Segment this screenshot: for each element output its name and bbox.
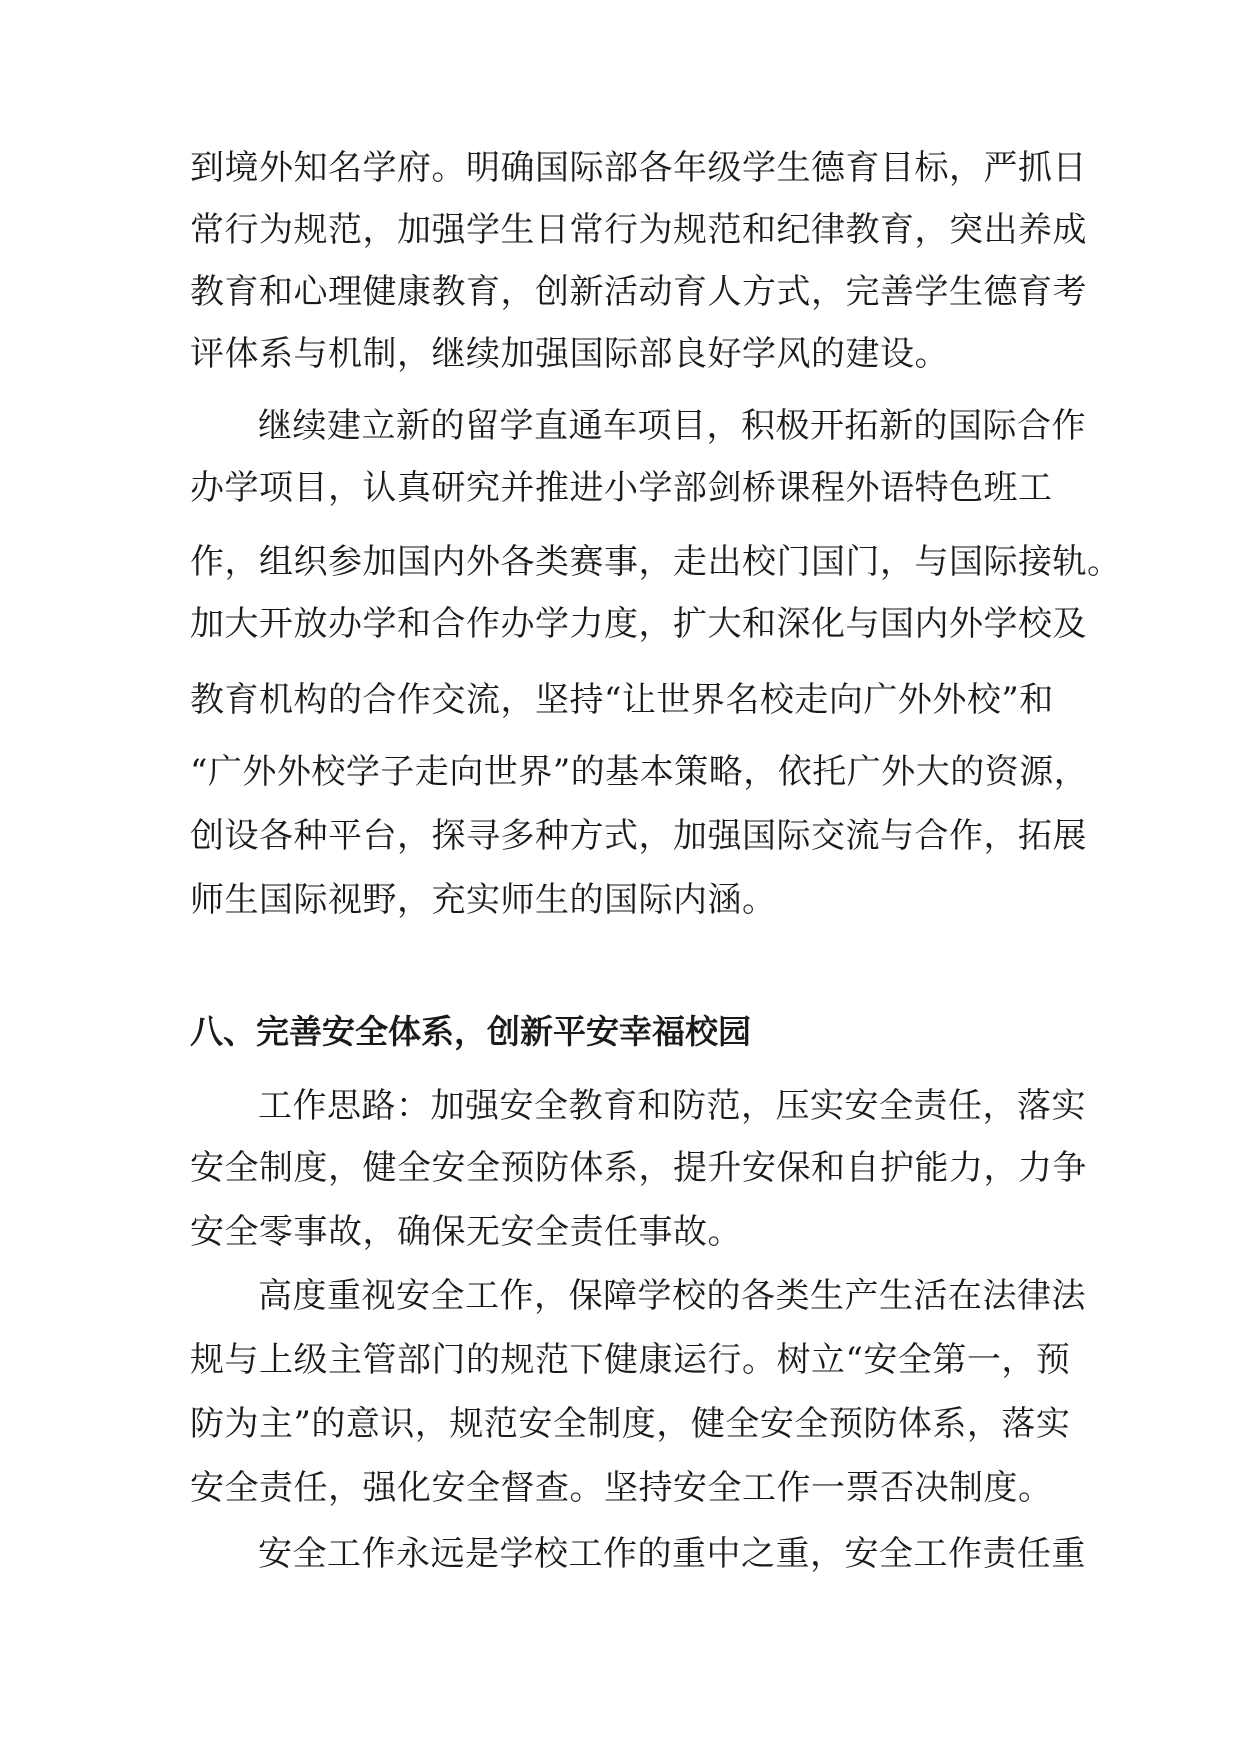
paragraph-3-line-2: 安全制度，健全安全预防体系，提升安保和自护能力，力争 xyxy=(190,1148,1087,1188)
paragraph-4-line-3: 防为主”的意识，规范安全制度，健全安全预防体系，落实 xyxy=(190,1404,1071,1444)
paragraph-3-line-3: 安全零事故，确保无安全责任事故。 xyxy=(190,1212,742,1252)
paragraph-1-line-4: 评体系与机制，继续加强国际部良好学风的建设。 xyxy=(190,334,949,374)
paragraph-2-line-2: 办学项目，认真研究并推进小学部剑桥课程外语特色班工 xyxy=(190,468,1053,508)
section-heading: 八、完善安全体系，创新平安幸福校园 xyxy=(190,1012,751,1051)
paragraph-4-line-1: 高度重视安全工作，保障学校的各类生产生活在法律法 xyxy=(258,1276,1086,1316)
paragraph-2-line-5: 教育机构的合作交流，坚持“让世界名校走向广外外校”和 xyxy=(190,680,1054,720)
paragraph-1-line-3: 教育和心理健康教育，创新活动育人方式，完善学生德育考 xyxy=(190,272,1087,312)
paragraph-4-line-4: 安全责任，强化安全督查。坚持安全工作一票否决制度。 xyxy=(190,1468,1053,1508)
paragraph-1-line-2: 常行为规范，加强学生日常行为规范和纪律教育，突出养成 xyxy=(190,210,1087,250)
paragraph-2-line-6: “广外外校学子走向世界”的基本策略，依托广外大的资源， xyxy=(190,752,1089,792)
paragraph-4-line-2: 规与上级主管部门的规范下健康运行。树立“安全第一，预 xyxy=(190,1340,1071,1380)
paragraph-2-line-7: 创设各种平台，探寻多种方式，加强国际交流与合作，拓展 xyxy=(190,816,1087,856)
paragraph-2-line-8: 师生国际视野，充实师生的国际内涵。 xyxy=(190,880,777,920)
paragraph-3-line-1: 工作思路：加强安全教育和防范，压实安全责任，落实 xyxy=(258,1086,1086,1126)
paragraph-2-line-4: 加大开放办学和合作办学力度，扩大和深化与国内外学校及 xyxy=(190,604,1087,644)
paragraph-2-line-3: 作，组织参加国内外各类赛事，走出校门国门，与国际接轨。 xyxy=(190,542,1122,582)
paragraph-1-line-1: 到境外知名学府。明确国际部各年级学生德育目标，严抓日 xyxy=(190,148,1087,188)
paragraph-2-line-1: 继续建立新的留学直通车项目，积极开拓新的国际合作 xyxy=(258,406,1086,446)
paragraph-5-line-1: 安全工作永远是学校工作的重中之重，安全工作责任重 xyxy=(258,1534,1086,1574)
